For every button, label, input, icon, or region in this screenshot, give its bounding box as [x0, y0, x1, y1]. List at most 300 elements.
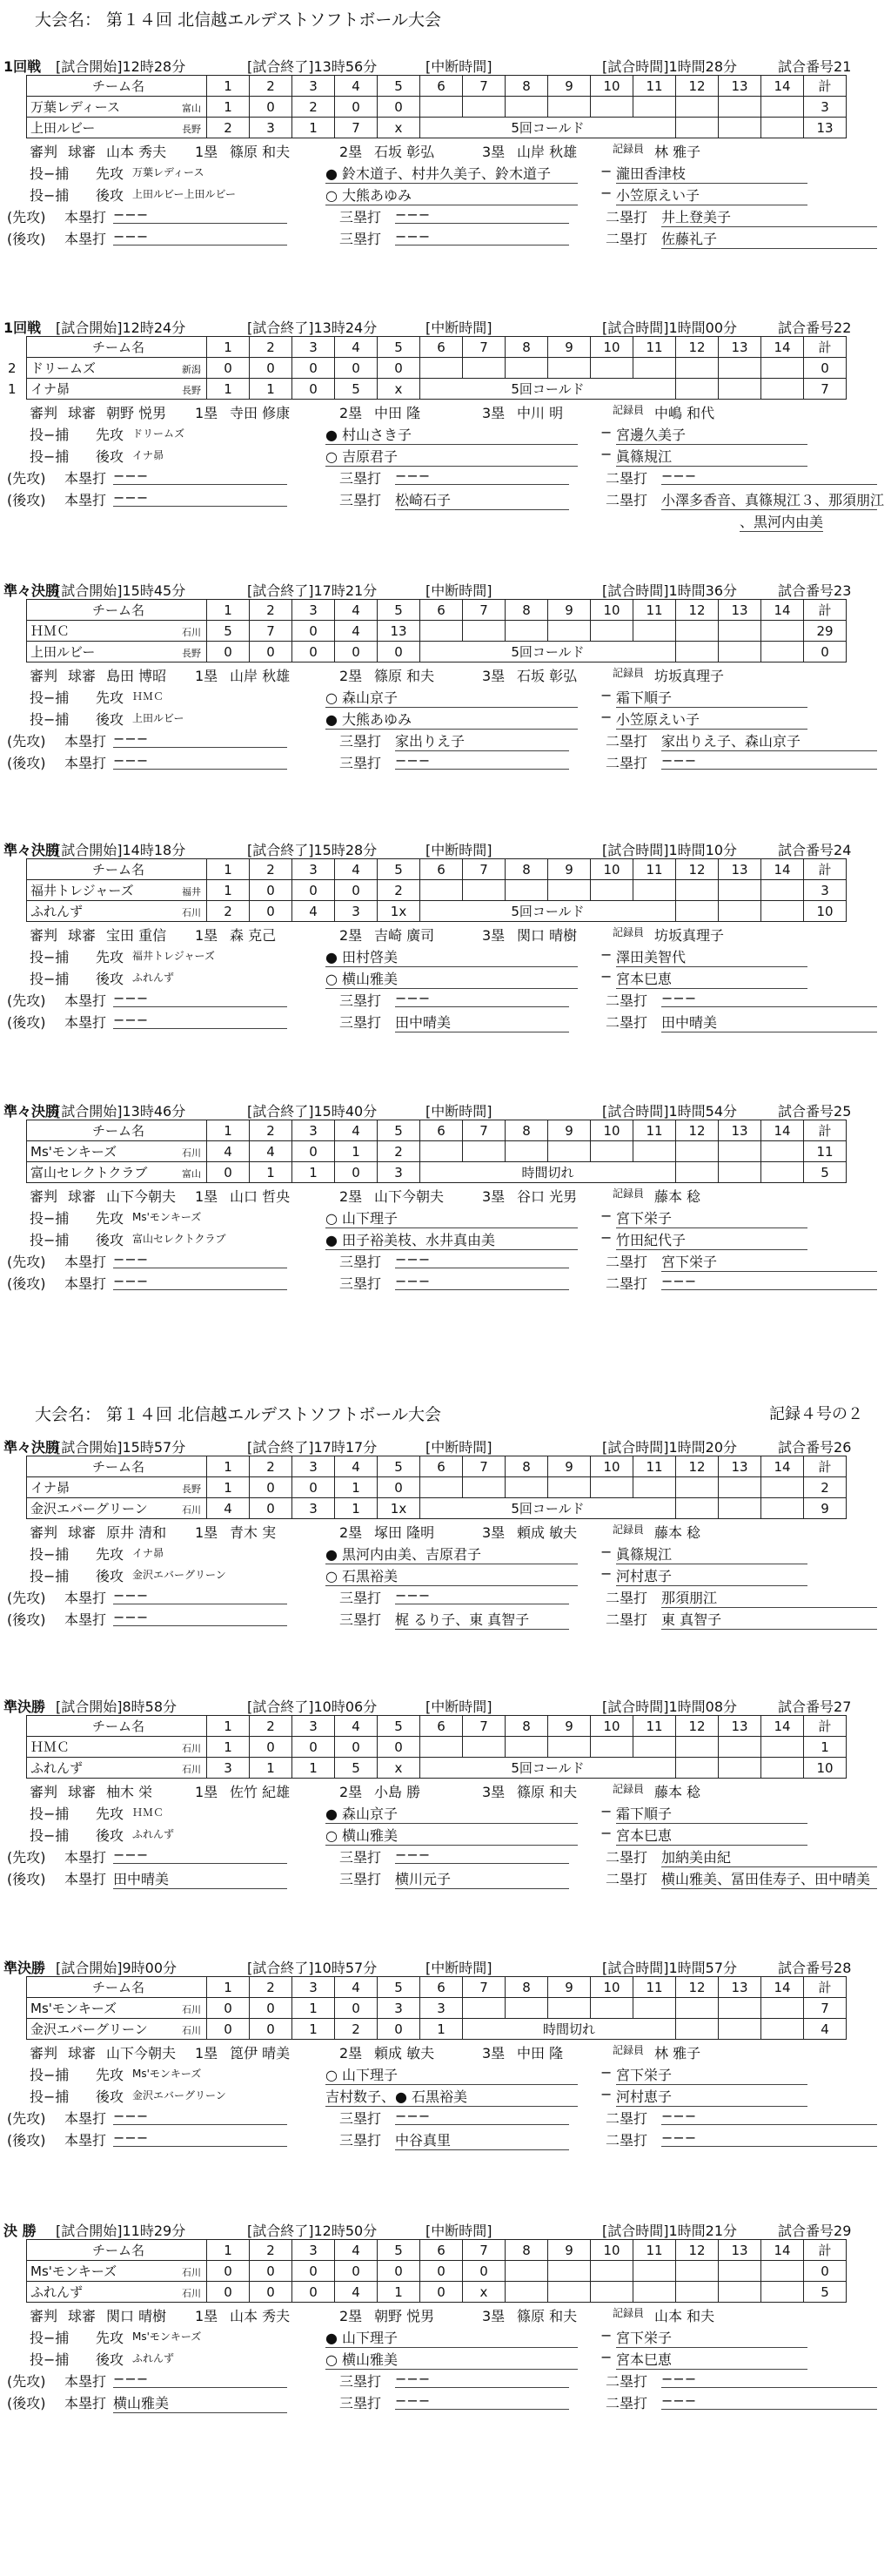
battery-line-bottom — [30, 2083, 877, 2105]
inning-score — [676, 1162, 719, 1183]
top-home-runs: −−− — [113, 1587, 287, 1604]
inning-header: 7 — [463, 859, 506, 880]
second-base-label: 2塁 — [339, 668, 363, 684]
inning-header: 14 — [761, 76, 804, 97]
game-number-part: 22 — [834, 319, 852, 336]
team-name — [27, 2019, 207, 2040]
team-name — [27, 642, 207, 662]
home-run-label: 本塁打 — [64, 1254, 107, 1270]
total-header: 計 — [804, 1716, 847, 1737]
inning-score: 1 — [292, 1998, 335, 2019]
game-number-part: 24 — [834, 842, 852, 858]
third-base-umpire: 谷口 光男 — [517, 1188, 578, 1205]
bottom-pitchers: ○ 横山雅美 — [325, 968, 578, 989]
inning-score: 1 — [292, 2019, 335, 2040]
inning-score — [761, 379, 804, 400]
third-base-label: 3塁 — [482, 2045, 506, 2061]
inning-header: 8 — [506, 1716, 548, 1737]
end-time — [247, 1696, 377, 1716]
total-header: 計 — [804, 76, 847, 97]
chief-label: 球審 — [68, 1784, 97, 1800]
inning-score — [676, 901, 719, 922]
inning-score: 2 — [207, 118, 250, 138]
start-time-part: [試合開始] — [56, 1698, 123, 1715]
inning-header: 8 — [506, 337, 548, 358]
double-label: 二塁打 — [606, 492, 648, 508]
double-label: 二塁打 — [606, 231, 648, 247]
inning-header: 1 — [207, 76, 250, 97]
inning-score: 0 — [250, 2282, 292, 2303]
umpire-label: 審判 — [30, 1524, 58, 1541]
inning-header: 3 — [292, 859, 335, 880]
end-time-part: 12時50分 — [313, 2223, 378, 2239]
end-time-part: [試合終了] — [247, 582, 314, 599]
top-triples: −−− — [395, 2371, 569, 2388]
inning-header: 2 — [250, 1456, 292, 1477]
duration — [602, 1957, 737, 1977]
start-time — [56, 580, 185, 600]
inning-header: 14 — [761, 1716, 804, 1737]
double-label: 二塁打 — [606, 470, 648, 487]
top-team: ＨＭＣ — [132, 690, 164, 703]
home-run-label: 本塁打 — [64, 2132, 107, 2149]
game-number-part: 試合番号 — [778, 1439, 834, 1456]
inning-score — [420, 358, 463, 379]
top-pitchers: ○ 山下理子 — [325, 1207, 578, 1228]
round-label: 準々決勝 — [3, 1439, 60, 1456]
inning-header: 14 — [761, 859, 804, 880]
inning-header: 6 — [420, 859, 463, 880]
inning-header: 9 — [548, 1120, 591, 1141]
triple-label: 三塁打 — [339, 470, 382, 487]
third-base-umpire: 関口 晴樹 — [517, 927, 578, 944]
first-base-umpire: 箆伊 晴美 — [230, 2045, 291, 2061]
battery-line-top — [30, 421, 877, 443]
inning-score: 1 — [420, 2019, 463, 2040]
triple-label: 三塁打 — [339, 1590, 382, 1606]
end-time — [247, 1436, 377, 1456]
game-record — [3, 1435, 877, 1628]
home-run-label: 本塁打 — [64, 2395, 107, 2411]
start-time-part: 12時28分 — [122, 58, 186, 75]
bottom-catcher: 小笠原えい子 — [616, 709, 807, 730]
team-total: 29 — [804, 621, 847, 642]
recorder: 坊坂真理子 — [654, 927, 725, 944]
team-name-header: チーム名 — [27, 1977, 207, 1998]
inning-score — [633, 621, 676, 642]
home-run-label: 本塁打 — [64, 733, 107, 750]
dash: − — [600, 424, 613, 441]
inning-score: 1 — [292, 1758, 335, 1779]
battery-label: 投−捕 — [30, 2330, 70, 2346]
bottom-doubles: 横山雅美、冨田佳寿子、田中晴美 — [661, 1868, 877, 1889]
battery-label: 投−捕 — [30, 165, 70, 182]
interrupt-time-part: [中断時間] — [425, 319, 492, 336]
triple-label: 三塁打 — [339, 1871, 382, 1887]
inning-header: 2 — [250, 76, 292, 97]
inning-header: 9 — [548, 1716, 591, 1737]
battery-label: 投−捕 — [30, 2088, 70, 2105]
inning-header: 10 — [591, 337, 633, 358]
inning-header: 8 — [506, 2240, 548, 2261]
bottom-pitchers: 吉村数子、● 石黒裕美 — [325, 2086, 578, 2107]
end-time-part: 15時28分 — [313, 842, 378, 858]
chief-umpire: 朝野 悦男 — [106, 405, 167, 421]
inning-header: 4 — [335, 1120, 378, 1141]
top-doubles: 那須朋江 — [661, 1587, 877, 1608]
first-base-label: 1塁 — [195, 927, 218, 944]
bottom-catcher: 宮本巳恵 — [616, 968, 807, 989]
interrupt-time-part: [中断時間] — [425, 1960, 492, 1976]
inning-score — [761, 901, 804, 922]
duration — [602, 317, 737, 337]
top-home-runs: −−− — [113, 1846, 287, 1864]
top-label: 先攻 — [96, 165, 124, 182]
bottom-pitchers: ○ 横山雅美 — [325, 2349, 578, 2370]
chief-label: 球審 — [68, 1524, 97, 1541]
second-base-label: 2塁 — [339, 1188, 363, 1205]
team-name — [27, 1758, 207, 1779]
double-label: 二塁打 — [606, 1849, 648, 1866]
top-home-runs: −−− — [113, 467, 287, 485]
inning-header: 6 — [420, 76, 463, 97]
inning-header: 5 — [378, 337, 420, 358]
umpire-label: 審判 — [30, 405, 58, 421]
bottom-home-runs: −−− — [113, 1012, 287, 1029]
top-triples: −−− — [395, 467, 569, 485]
start-time-part: 15時45分 — [122, 582, 186, 599]
start-time-part: [試合開始] — [56, 2223, 123, 2239]
end-time-part: [試合終了] — [247, 1698, 314, 1715]
inning-score — [761, 358, 804, 379]
inning-header: 12 — [676, 2240, 719, 2261]
bottom-pitchers: ● 田子裕美枝、水井真由美 — [325, 1229, 578, 1250]
inning-score: 4 — [335, 621, 378, 642]
interrupt-time — [425, 580, 492, 600]
inning-score — [719, 1737, 761, 1758]
bottom-catcher: 宮本巳恵 — [616, 2349, 807, 2370]
top-label: 先攻 — [96, 1806, 124, 1822]
inning-score — [761, 2282, 804, 2303]
team-name — [27, 1498, 207, 1519]
team-row — [27, 2282, 847, 2303]
team-prefecture: 長野 — [182, 385, 201, 396]
home-run-label: 本塁打 — [64, 1590, 107, 1606]
inning-score — [676, 2019, 719, 2040]
double-label: 二塁打 — [606, 1254, 648, 1270]
third-base-label: 3塁 — [482, 1524, 506, 1541]
end-time — [247, 580, 377, 600]
bottom-side-label: (後攻) — [7, 1611, 46, 1628]
inning-header: 5 — [378, 859, 420, 880]
team-name — [27, 880, 207, 901]
recorder: 坊坂真理子 — [654, 668, 725, 684]
inning-score: 0 — [207, 1998, 250, 2019]
inning-header: 5 — [378, 1716, 420, 1737]
inning-score: 7 — [250, 621, 292, 642]
inning-header: 11 — [633, 1456, 676, 1477]
bottom-pitchers: ○ 吉原君子 — [325, 446, 578, 467]
team-name — [27, 1141, 207, 1162]
inning-score — [548, 2282, 591, 2303]
hits-line-top — [7, 1844, 877, 1866]
inning-score — [761, 1162, 804, 1183]
inning-header: 9 — [548, 859, 591, 880]
team-total: 7 — [804, 1998, 847, 2019]
inning-header: 13 — [719, 2240, 761, 2261]
team-name — [27, 1737, 207, 1758]
chief-umpire: 山下今朝夫 — [106, 1188, 177, 1205]
game-record — [3, 837, 877, 1031]
dash: − — [600, 1207, 613, 1224]
double-label: 二塁打 — [606, 733, 648, 750]
inning-score: 1 — [250, 379, 292, 400]
duration-part: [試合時間] — [602, 582, 669, 599]
chief-label: 球審 — [68, 1188, 97, 1205]
inning-header: 11 — [633, 1716, 676, 1737]
top-home-runs: −−− — [113, 1251, 287, 1268]
hits-line-top — [7, 728, 877, 750]
inning-score: 4 — [292, 901, 335, 922]
recorder: 藤本 稔 — [654, 1188, 701, 1205]
game-record — [3, 1955, 877, 2149]
third-base-label: 3塁 — [482, 927, 506, 944]
inning-score — [548, 1477, 591, 1498]
inning-score: 3 — [207, 1758, 250, 1779]
battery-line-top — [30, 2324, 877, 2346]
inning-score — [719, 1498, 761, 1519]
inning-score — [506, 1477, 548, 1498]
interrupt-time — [425, 317, 492, 337]
team-name-text: 上田ルビー — [30, 120, 96, 136]
game-note: 5回コールド — [420, 1498, 676, 1519]
second-base-label: 2塁 — [339, 405, 363, 421]
bottom-triples: 横川元子 — [395, 1868, 569, 1889]
team-prefecture: 長野 — [182, 1483, 201, 1495]
triple-label: 三塁打 — [339, 755, 382, 771]
double-label: 二塁打 — [606, 1871, 648, 1887]
triple-label: 三塁打 — [339, 2132, 382, 2149]
inning-score — [719, 642, 761, 662]
end-time — [247, 56, 377, 76]
inning-header: 4 — [335, 2240, 378, 2261]
second-base-umpire: 朝野 悦男 — [374, 2308, 435, 2324]
round-label: 決 勝 — [3, 2223, 37, 2239]
recorder: 山本 和夫 — [654, 2308, 715, 2324]
umpire-line — [30, 400, 877, 421]
inning-score: 3 — [292, 1498, 335, 1519]
inning-header: 7 — [463, 337, 506, 358]
duration-part: [試合時間] — [602, 1960, 669, 1976]
battery-line-top — [30, 944, 877, 965]
team-name-header: チーム名 — [27, 600, 207, 621]
inning-score — [548, 1141, 591, 1162]
inning-score — [420, 1141, 463, 1162]
game-note: 5回コールド — [420, 901, 676, 922]
bottom-home-runs: −−− — [113, 1273, 287, 1290]
inning-header: 8 — [506, 600, 548, 621]
inning-score — [761, 2261, 804, 2282]
team-name-header: チーム名 — [27, 859, 207, 880]
third-base-umpire: 篠原 和夫 — [517, 2308, 578, 2324]
top-label: 先攻 — [96, 2330, 124, 2346]
inning-score — [506, 1141, 548, 1162]
third-base-umpire: 篠原 和夫 — [517, 1784, 578, 1800]
inning-score — [420, 1477, 463, 1498]
inning-score: 0 — [207, 2019, 250, 2040]
inning-header: 5 — [378, 2240, 420, 2261]
hits-line-top — [7, 465, 877, 487]
record-note: 記録４号の２ — [769, 1405, 863, 1423]
top-team: イナ昴 — [132, 1547, 164, 1559]
end-time-part: [試合終了] — [247, 1439, 314, 1456]
inning-score — [591, 1141, 633, 1162]
inning-header: 12 — [676, 76, 719, 97]
total-header: 計 — [804, 1120, 847, 1141]
top-doubles: 家出りえ子、森山京子 — [661, 730, 877, 751]
bottom-home-runs: −−− — [113, 752, 287, 770]
umpire-label: 審判 — [30, 1784, 58, 1800]
inning-header: 13 — [719, 600, 761, 621]
inning-header: 11 — [633, 1120, 676, 1141]
top-catcher: 宮邊久美子 — [616, 424, 807, 445]
inning-header: 1 — [207, 1716, 250, 1737]
inning-score — [719, 118, 761, 138]
bottom-doubles: −−− — [661, 2392, 877, 2410]
inning-score — [719, 379, 761, 400]
inning-score: x — [463, 2282, 506, 2303]
round-label: 準決勝 — [3, 1698, 46, 1715]
top-pitchers: ● 鈴木道子、村井久美子、鈴木道子 — [325, 163, 578, 184]
recorder-label: 記録員 — [613, 1187, 645, 1200]
bottom-doubles: 東 真智子 — [661, 1609, 877, 1630]
top-catcher: 眞篠規江 — [616, 1544, 807, 1564]
game-number-part: 試合番号 — [778, 1960, 834, 1976]
team-prefecture: 石川 — [182, 1743, 201, 1754]
inning-score — [591, 621, 633, 642]
first-base-label: 1塁 — [195, 2045, 218, 2061]
interrupt-time-part: [中断時間] — [425, 2223, 492, 2239]
recorder-label: 記録員 — [613, 667, 645, 679]
bottom-home-runs: −−− — [113, 228, 287, 245]
inning-score — [719, 901, 761, 922]
hits-line-top — [7, 1584, 877, 1606]
battery-line-bottom — [30, 443, 877, 465]
inning-score: 0 — [250, 901, 292, 922]
hits-line-bottom — [7, 2390, 877, 2411]
inning-header: 8 — [506, 1977, 548, 1998]
home-run-label: 本塁打 — [64, 470, 107, 487]
team-prefecture: 石川 — [182, 627, 201, 638]
team-name-text: 富山セレクトクラブ — [30, 1165, 148, 1180]
hits-line-bottom — [7, 1866, 877, 1887]
chief-label: 球審 — [68, 668, 97, 684]
inning-score — [676, 379, 719, 400]
team-prefecture: 石川 — [182, 2004, 201, 2015]
inning-score — [463, 358, 506, 379]
game-number-part: 試合番号 — [778, 319, 834, 336]
battery-line-top — [30, 684, 877, 706]
inning-score: 1 — [378, 2282, 420, 2303]
inning-score — [761, 2019, 804, 2040]
game-record — [3, 1694, 877, 1887]
inning-score: 0 — [335, 2261, 378, 2282]
battery-label: 投−捕 — [30, 1568, 70, 1584]
chief-umpire: 島田 博昭 — [106, 668, 167, 684]
double-label: 二塁打 — [606, 1275, 648, 1292]
top-catcher: 霜下順子 — [616, 1803, 807, 1824]
end-time — [247, 839, 377, 859]
inning-score: 1 — [207, 1737, 250, 1758]
interrupt-time — [425, 1696, 492, 1716]
duration-part: 1時間20分 — [668, 1439, 738, 1456]
inning-score — [633, 1141, 676, 1162]
top-doubles: 宮下栄子 — [661, 1251, 877, 1272]
inning-score: 0 — [292, 642, 335, 662]
team-prefecture: 富山 — [182, 1168, 201, 1180]
inning-score — [761, 642, 804, 662]
inning-score: 0 — [335, 97, 378, 118]
team-name-text: ふれんず — [30, 1760, 84, 1776]
inning-score: 0 — [420, 2282, 463, 2303]
team-name-text: ふれんず — [30, 2284, 84, 2300]
umpire-label: 審判 — [30, 1188, 58, 1205]
total-header: 計 — [804, 1977, 847, 1998]
inning-score — [506, 97, 548, 118]
start-time-part: [試合開始] — [56, 1960, 123, 1976]
inning-score — [719, 621, 761, 642]
team-name — [27, 901, 207, 922]
inning-score — [676, 1477, 719, 1498]
first-base-label: 1塁 — [195, 1188, 218, 1205]
start-time — [56, 56, 185, 76]
end-time-part: [試合終了] — [247, 58, 314, 75]
inning-header: 6 — [420, 1120, 463, 1141]
second-base-umpire: 篠原 和夫 — [374, 668, 435, 684]
inning-header: 13 — [719, 859, 761, 880]
inning-header: 8 — [506, 1120, 548, 1141]
inning-score: 0 — [335, 358, 378, 379]
recorder-label: 記録員 — [613, 143, 645, 155]
inning-score — [719, 2282, 761, 2303]
team-prefecture: 石川 — [182, 2025, 201, 2036]
second-base-umpire: 中田 隆 — [374, 405, 421, 421]
team-row — [27, 379, 847, 400]
bottom-label: 後攻 — [96, 2351, 124, 2368]
inning-score — [506, 1737, 548, 1758]
bottom-home-runs: 田中晴美 — [113, 1868, 287, 1889]
inning-header: 6 — [420, 600, 463, 621]
inning-score: 1 — [250, 1162, 292, 1183]
inning-header: 10 — [591, 76, 633, 97]
duration — [602, 2220, 737, 2240]
total-header: 計 — [804, 859, 847, 880]
inning-header: 2 — [250, 337, 292, 358]
end-time — [247, 1957, 377, 1977]
inning-score — [420, 1737, 463, 1758]
inning-score — [591, 1737, 633, 1758]
team-row — [27, 880, 847, 901]
inning-score: 0 — [378, 2019, 420, 2040]
game-number-part: 試合番号 — [778, 2223, 834, 2239]
chief-label: 球審 — [68, 2045, 97, 2061]
triple-label: 三塁打 — [339, 1275, 382, 1292]
inning-score: 0 — [207, 2261, 250, 2282]
third-base-umpire: 中川 明 — [517, 405, 564, 421]
top-triples: −−− — [395, 1251, 569, 1268]
top-doubles: 井上登美子 — [661, 206, 877, 227]
inning-header: 6 — [420, 2240, 463, 2261]
